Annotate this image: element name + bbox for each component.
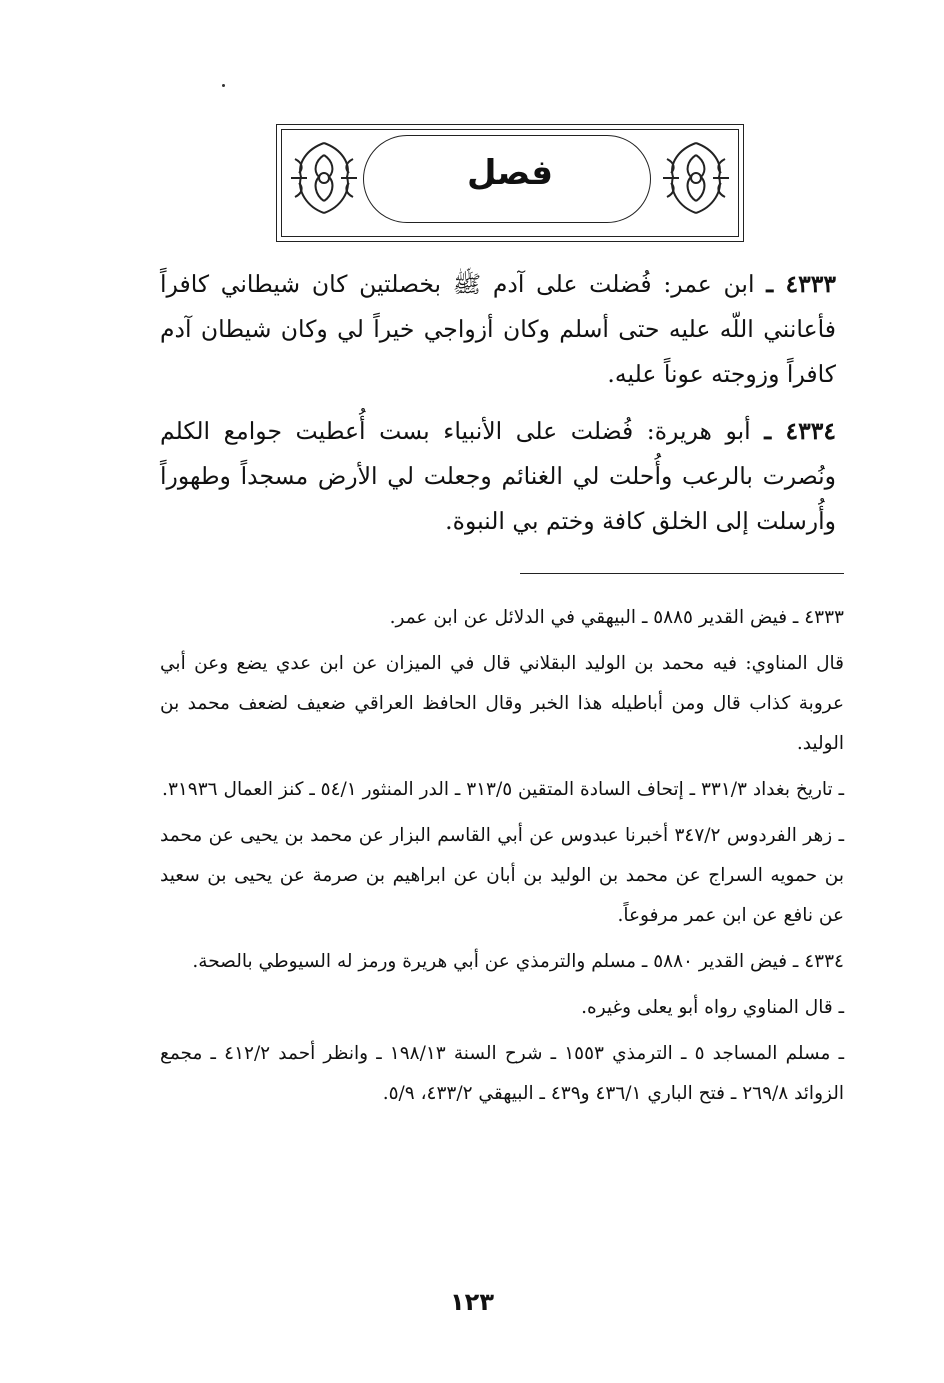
footnote: ـ تاريخ بغداد ٣٣١/٣ ـ إتحاف السادة المتقين ٣١٣/٥ ـ الدر المنثور ٥٤/١ ـ كنز العمال ٣١٩٣٦. [162, 779, 844, 800]
speck [222, 84, 225, 87]
footnote-divider [520, 573, 844, 574]
footnote: ـ قال المناوي رواه أبو يعلى وغيره. [581, 997, 844, 1018]
footnote: ٤٣٣٤ ـ فيض القدير ٥٨٨٠ ـ مسلم والترمذي عن أبي هريرة ورمز له السيوطي بالصحة. [192, 951, 844, 972]
hadith-entry [160, 409, 836, 544]
hadith-entry [160, 262, 836, 397]
page-number: ١٢٣ [450, 1288, 494, 1316]
hadith-number: ٤٣٣٣ ـ [766, 270, 836, 298]
hadith-body [160, 262, 836, 556]
footnote: ـ زهر الفردوس ٣٤٧/٢ أخبرنا عبدوس عن أبي القاسم البزار عن محمد بن يحيى عن محمد بن حمويه السراج عن محمد بن الوليد بن أبان عن ابراهيم بن صرمة عن يحيى بن سعيد عن نافع عن ابن عمر مرفوعاً. [160, 825, 844, 926]
footnote: ـ مسلم المساجد ٥ ـ الترمذي ١٥٥٣ ـ شرح السنة ١٩٨/١٣ ـ وانظر أحمد ٤١٢/٢ ـ مجمع الزوائد ٢٦٩/٨ ـ فتح الباري ٤٣٦/١ و٤٣٩ ـ البيهقي ٤٣٣/٢، ٥/٩. [160, 1043, 845, 1104]
hadith-number: ٤٣٣٤ ـ [764, 417, 836, 445]
section-title: فصل [466, 153, 554, 193]
section-header-frame [276, 124, 744, 242]
hadith-text: ابن عمر: فُضلت على آدم ﷺ بخصلتين كان شيطاني كافراً فأعانني اللّه عليه حتى أسلم وكان أزواجي خيراً لي وكان شيطان آدم كافراً وزوجته عوناً عليه. [160, 270, 836, 388]
footnote: ٤٣٣٣ ـ فيض القدير ٥٨٨٥ ـ البيهقي في الدلائل عن ابن عمر. [389, 607, 844, 628]
hadith-text: أبو هريرة: فُضلت على الأنبياء بست أُعطيت جوامع الكلم ونُصرت بالرعب وأُحلت لي الغنائم وجعلت لي الأرض مسجداً وطهوراً وأُرسلت إلى الخلق كافة وختم بي النبوة. [160, 417, 836, 535]
footnote: قال المناوي: فيه محمد بن الوليد البقلاني قال في الميزان عن ابن عدي يضع وعن أبي عروبة كذاب قال ومن أباطيله هذا الخبر وقال الحافظ العراقي ضعيف لضعف محمد بن الوليد. [160, 653, 844, 754]
arabesque-ornament-icon [659, 139, 733, 217]
footnotes [160, 598, 844, 1120]
